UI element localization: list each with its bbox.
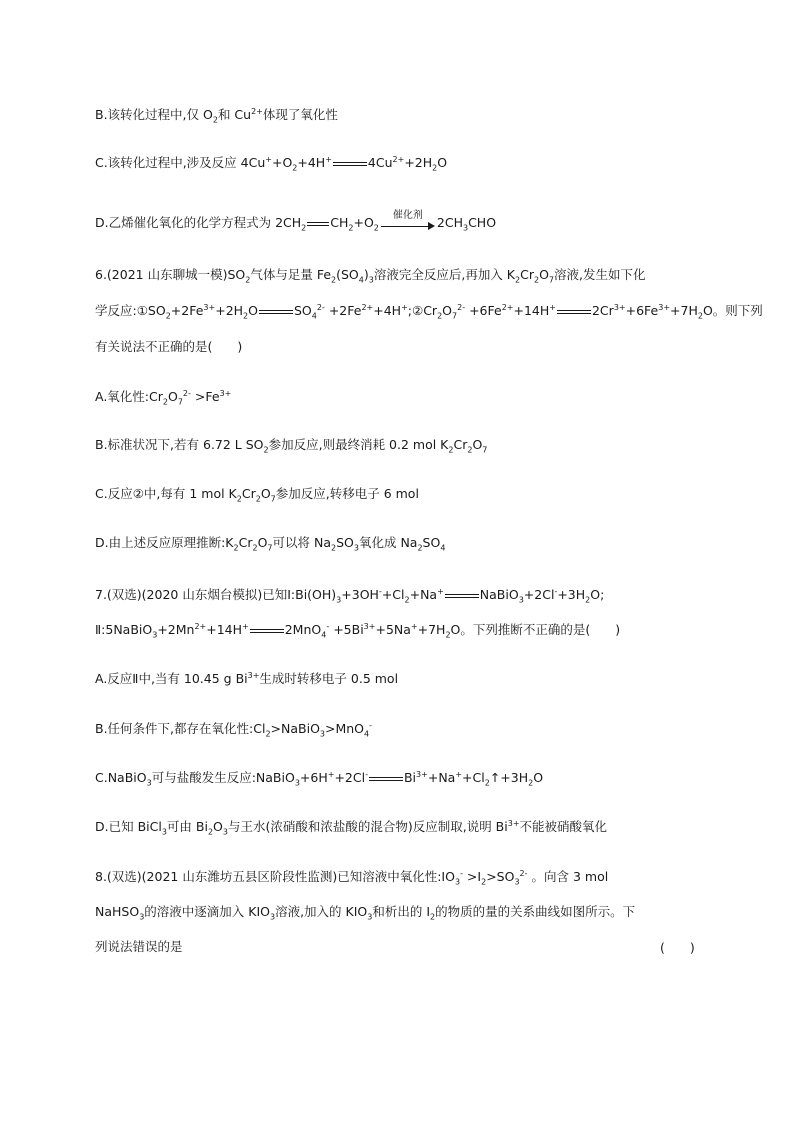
sub: 2	[236, 494, 242, 504]
sup: -	[460, 868, 463, 878]
text: 可与盐酸发生反应:NaBiO	[151, 770, 295, 785]
equals-sign	[259, 307, 293, 317]
sup: +	[549, 302, 556, 312]
text: ;②Cr	[407, 303, 438, 318]
text: O	[472, 437, 483, 452]
q6-stem-line3	[95, 338, 242, 356]
text: Bi	[403, 770, 417, 785]
text: O	[260, 486, 271, 501]
sub: 3	[368, 275, 374, 285]
sub: 3	[222, 827, 228, 837]
sub: 7	[548, 275, 554, 285]
q6-option-c	[95, 485, 419, 503]
text: O	[257, 535, 268, 550]
answer-parentheses: ( )	[660, 940, 695, 955]
text: +6Fe	[625, 303, 659, 318]
q5-option-b	[95, 106, 338, 124]
sub: 3	[353, 543, 359, 553]
text: O。下列推断不正确的是( )	[450, 622, 621, 637]
sup: +	[455, 769, 463, 779]
sup: -	[378, 586, 382, 596]
sub: 2	[430, 912, 436, 922]
text: Ⅱ:5NaBiO	[95, 622, 153, 637]
text: O	[539, 267, 549, 282]
sub: 3	[454, 877, 461, 887]
sup: 2+	[501, 302, 514, 312]
text: ↑+3H	[489, 770, 529, 785]
text: 可以将 Na	[272, 535, 331, 550]
sup: 2+	[251, 106, 263, 116]
text: +O	[353, 215, 374, 230]
sup: 3+	[658, 302, 671, 312]
text: O	[248, 303, 258, 318]
text: A.反应Ⅱ中,当有 10.45 g Bi	[95, 671, 248, 686]
equals-sign	[333, 159, 367, 169]
sup: 3+	[507, 818, 520, 828]
q6-option-b	[95, 436, 487, 454]
q7-option-a	[95, 670, 398, 688]
text: NaHSO	[95, 904, 140, 919]
text: +7H	[670, 303, 698, 318]
text: 有关说法不正确的是( )	[95, 339, 243, 354]
text: O	[213, 819, 223, 834]
sub: 2	[697, 311, 703, 321]
arrow-shaft	[381, 226, 429, 227]
sub: 2	[448, 445, 454, 455]
text: 不能被硝酸氧化	[519, 819, 608, 834]
text: 8.(双选)(2021 山东潍坊五县区阶段性监测)已知溶液中氧化性:IO	[95, 869, 455, 884]
text: Cr	[241, 486, 256, 501]
equals-sign	[557, 307, 591, 317]
sup: 2+	[392, 154, 405, 164]
sup: +	[410, 621, 418, 631]
text: 列说法错误的是	[95, 939, 183, 954]
sup: 3+	[219, 388, 232, 398]
text: >MnO	[325, 721, 365, 736]
sup: 2-	[457, 302, 466, 312]
equals-sign	[250, 626, 284, 636]
q7-option-b	[95, 720, 372, 738]
sub: 3	[336, 595, 342, 605]
text: D.由上述反应原理推断:K	[95, 535, 234, 550]
sup: -	[554, 586, 558, 596]
text: B.任何条件下,都存在氧化性:Cl	[95, 721, 266, 736]
text: +6Fe	[465, 303, 502, 318]
sub: 2	[417, 543, 423, 553]
sup: 3+	[416, 769, 428, 779]
sub: 2	[533, 275, 540, 285]
text: 6.(2021 山东聊城一模)SO	[95, 267, 246, 282]
sup: -	[365, 769, 368, 779]
text: +4H	[297, 155, 326, 170]
sub: 2	[331, 275, 337, 285]
text: O。则下列	[702, 303, 763, 318]
sup: -	[326, 621, 330, 631]
sub: 7	[270, 494, 276, 504]
text: 可由 Bi	[166, 819, 208, 834]
text: 与王水(浓硝酸和浓盐酸的混合物)反应制取,说明 Bi	[227, 819, 508, 834]
text: 和析出的 I	[372, 904, 431, 919]
text: O	[437, 155, 448, 170]
text: O	[442, 303, 453, 318]
sup: 2+	[194, 621, 207, 631]
sup: -	[369, 720, 373, 730]
sub: 7	[452, 311, 458, 321]
sup: +	[437, 586, 444, 596]
sub: 3	[146, 778, 152, 788]
text: +Cl	[381, 587, 405, 602]
text: +Na	[427, 770, 456, 785]
text: +Na	[409, 587, 438, 602]
text: O;	[590, 587, 605, 602]
sub: 2	[373, 223, 379, 233]
sup: 3+	[247, 670, 260, 680]
sub: 2	[331, 543, 337, 553]
text: 2CH	[436, 215, 463, 230]
text: B.该转化过程中,仅 O	[95, 107, 213, 122]
sub: 3	[269, 912, 276, 922]
text: O	[533, 770, 544, 785]
text: +14H	[513, 303, 550, 318]
text: +2Mn	[157, 622, 195, 637]
text: 4Cu	[367, 155, 393, 170]
sub: 3	[152, 630, 158, 640]
text: NaBiO	[479, 587, 519, 602]
sub: 2	[263, 445, 269, 455]
q7-option-d	[95, 818, 607, 836]
text: >SO	[486, 869, 515, 884]
q6-option-a	[95, 388, 231, 406]
sub: 4	[364, 729, 370, 739]
text: 溶液,发生如下化	[554, 267, 646, 282]
double-bond	[307, 219, 329, 229]
sub: 2	[467, 445, 473, 455]
text: +3OH	[341, 587, 379, 602]
text: B.标准状况下,若有 6.72 L SO	[95, 437, 264, 452]
text: 2MnO	[284, 622, 322, 637]
text: 参加反应,则最终消耗 0.2 mol K	[268, 437, 449, 452]
sub: 2	[484, 778, 490, 788]
text: 体现了氧化性	[262, 107, 338, 122]
sub: 3	[161, 827, 167, 837]
sub: 2	[515, 275, 521, 285]
text: +4H	[373, 303, 402, 318]
text: 参加反应,转移电子 6 mol	[275, 486, 419, 501]
sub: 2	[348, 223, 354, 233]
text: +7H	[417, 622, 446, 637]
text: +2Cl	[334, 770, 366, 785]
q8-stem-line3	[95, 938, 183, 956]
text: C.反应②中,每有 1 mol K	[95, 486, 237, 501]
text: 的溶液中逐滴加入 KIO	[144, 904, 270, 919]
text: A.氧化性:Cr	[95, 389, 163, 404]
text: 溶液,加入的 KIO	[275, 904, 368, 919]
text: +5Bi	[329, 622, 364, 637]
text: Cr	[238, 535, 253, 550]
text: D.乙烯催化氧化的化学方程式为 2CH	[95, 215, 302, 230]
text: +2Cl	[523, 587, 555, 602]
sup: 2+	[361, 302, 374, 312]
sub: 7	[267, 543, 273, 553]
text: (SO	[336, 267, 359, 282]
q5-option-d	[95, 209, 497, 233]
equals-sign	[445, 591, 479, 601]
sub: 7	[482, 445, 488, 455]
sub: 3	[319, 729, 325, 739]
sub: 3	[367, 912, 373, 922]
q6-stem-line2	[95, 302, 763, 320]
text: 和 Cu	[217, 107, 252, 122]
sup: 2-	[519, 868, 528, 878]
q8-stem-line1	[95, 868, 608, 886]
sub: 2	[233, 543, 239, 553]
text: 2Cr	[591, 303, 614, 318]
text: C.该转化过程中,涉及反应 4Cu	[95, 155, 266, 170]
q7-stem-line2	[95, 621, 620, 639]
sub: 4	[440, 543, 446, 553]
sup: +	[327, 769, 335, 779]
sub: 2	[207, 827, 214, 837]
sub: 2	[245, 275, 251, 285]
sup: +	[401, 302, 408, 312]
text: >NaBiO	[270, 721, 320, 736]
text: SO	[422, 535, 441, 550]
text: +Cl	[462, 770, 485, 785]
sup: 3+	[613, 302, 626, 312]
sub: 2	[528, 778, 534, 788]
sup: 3+	[363, 621, 376, 631]
sub: 2	[404, 595, 410, 605]
text: >Fe	[190, 389, 220, 404]
text: SO	[293, 303, 312, 318]
text: +5Na	[375, 622, 411, 637]
text: 溶液完全反应后,再加入 K	[373, 267, 515, 282]
text: SO	[336, 535, 354, 550]
sup: 2-	[316, 302, 325, 312]
text: +3H	[557, 587, 586, 602]
sub: 2	[437, 311, 443, 321]
text: +14H	[206, 622, 243, 637]
sub: 7	[177, 397, 183, 407]
sup: +	[265, 154, 272, 164]
arrow-head-icon	[428, 222, 435, 230]
sup: 2-	[182, 388, 191, 398]
text: )	[363, 267, 369, 282]
sub: 2	[445, 630, 451, 640]
text: +O	[271, 155, 293, 170]
sub: 2	[292, 163, 298, 173]
sub: 2	[585, 595, 591, 605]
text: +2Fe	[170, 303, 204, 318]
sub: 3	[518, 595, 524, 605]
sub: 2	[481, 877, 487, 887]
text: CHO	[468, 215, 497, 230]
sup: +	[325, 154, 332, 164]
sub: 4	[321, 630, 327, 640]
sub: 2	[255, 494, 261, 504]
text: +2Fe	[324, 303, 362, 318]
text: +2H	[215, 303, 244, 318]
text: 。向含 3 mol	[527, 869, 609, 884]
sub: 3	[294, 778, 300, 788]
sub: 2	[301, 223, 307, 233]
text: O	[167, 389, 178, 404]
sub: 2	[265, 729, 271, 739]
sub: 2	[212, 115, 218, 125]
text: Cr	[453, 437, 468, 452]
sub: 2	[252, 543, 258, 553]
sub: 4	[311, 311, 317, 321]
text: CH	[330, 215, 349, 230]
text: 学反应:①SO	[95, 303, 166, 318]
sup: +	[242, 621, 249, 631]
q7-option-c	[95, 769, 543, 787]
text: 7.(双选)(2020 山东烟台模拟)已知Ⅰ:Bi(OH)	[95, 587, 337, 602]
text: 的物质的量的关系曲线如图所示。下	[435, 904, 636, 919]
sub: 4	[358, 275, 364, 285]
catalyst-label: 催化剂	[392, 209, 423, 221]
q6-option-d	[95, 534, 445, 552]
q8-stem-line2	[95, 903, 635, 921]
sub: 3	[462, 223, 469, 233]
sub: 3	[514, 877, 520, 887]
text: +6H	[299, 770, 328, 785]
text: 气体与足量 Fe	[250, 267, 332, 282]
text: Cr	[520, 267, 534, 282]
text: >I	[462, 869, 482, 884]
text: D.已知 BiCl	[95, 819, 162, 834]
reaction-arrow	[381, 209, 435, 232]
q7-stem-line1	[95, 586, 604, 604]
sub: 2	[162, 397, 168, 407]
q6-stem-line1	[95, 266, 645, 284]
sup: 3+	[203, 302, 216, 312]
text: 氧化成 Na	[358, 535, 418, 550]
text: C.NaBiO	[95, 770, 147, 785]
sub: 2	[165, 311, 171, 321]
text: 生成时转移电子 0.5 mol	[259, 671, 399, 686]
sub: 3	[139, 912, 145, 922]
text: +2H	[404, 155, 433, 170]
sub: 2	[432, 163, 438, 173]
sub: 2	[243, 311, 249, 321]
equals-sign	[369, 774, 403, 784]
q5-option-c	[95, 154, 447, 172]
